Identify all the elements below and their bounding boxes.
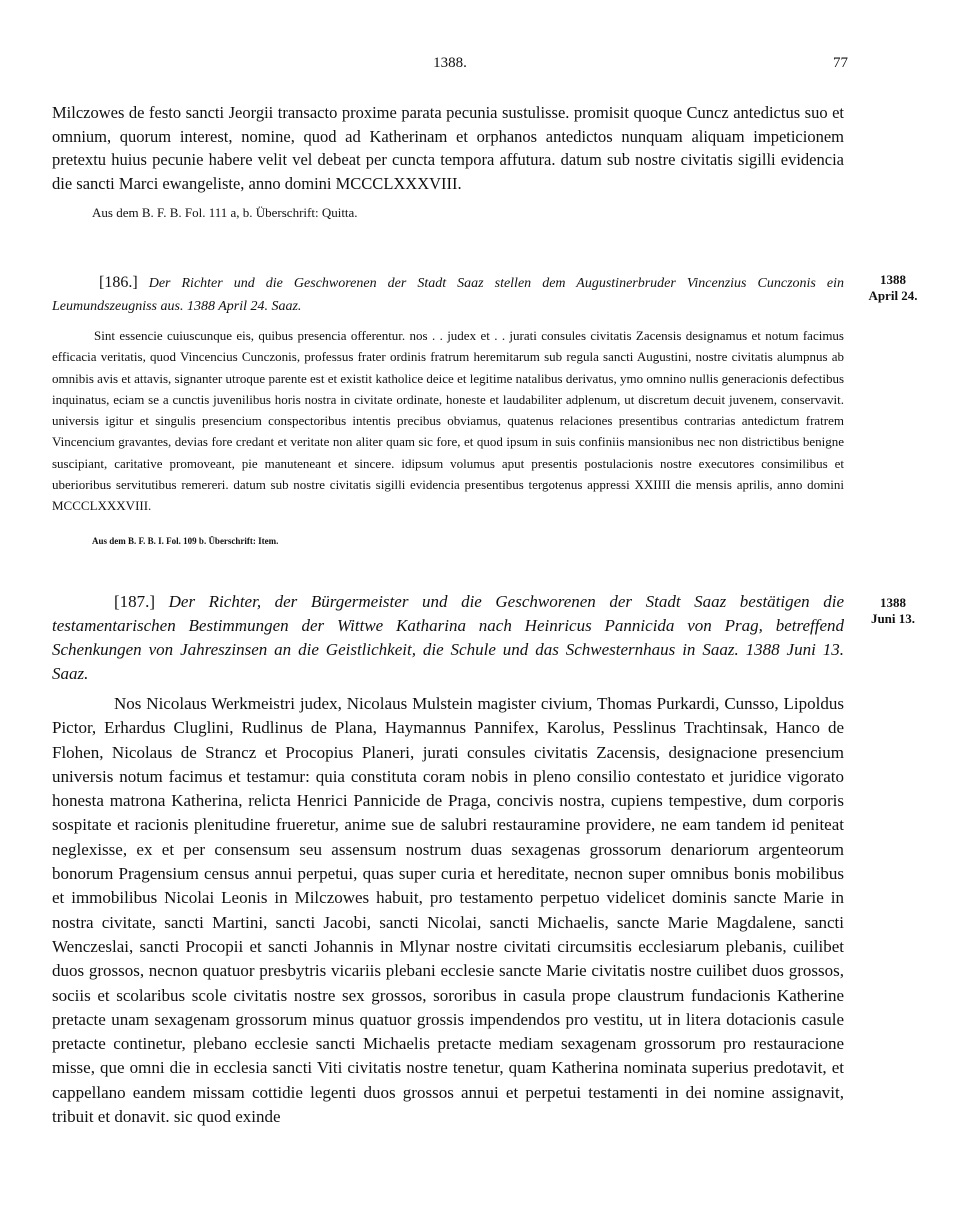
regest-187-summary: Der Richter, der Bürgermeister und die Geschworenen der Stadt Saaz bestätigen die testamentarischen Bestimmungen der Wittwe Katharina nach Heinricus Pannicida von Prag, betreffend Schenkungen von Jahreszinsen an die Geistlichkeit, die Schule und das Schwesternhaus in Saaz. 1388 Juni 13. Saaz. [52,592,844,683]
document-187-paragraph [52,692,844,1129]
source-note: Aus dem B. F. B. Fol. 111 a, b. Überschrift: Quitta. [92,205,358,221]
margin-day-187: Juni 13. [870,611,916,626]
continuation-section [52,101,844,225]
running-year: 1388. [433,55,467,71]
regest-187 [52,590,844,686]
regest-186-text [52,271,844,318]
document-187-text: Nos Nicolaus Werkmeistri judex, Nicolaus Mulstein magister civium, Thomas Purkardi, Cunsso, Lipoldus Pictor, Erhardus Cluglini, Rudlinus de Plana, Haymannus Pannifex, Karolus, Pesslinus Trachtinsak, Hanco de Flohen, Nicolaus de Strancz et Procopius Planeri, jurati consules civitatis Zacensis, designacione presencium universis notum facimus et testamur: quia constituta coram nobis in pleno consilio contestato et juridice vigorato honesta matrona Katherina, relicta Henrici Pannicide de Praga, concivis nostra, cupiens tempestive, dum corporis sospitate et racionis plenitudine frueretur, anime sue de salubri restauramine providere, ne eam tandem id peniteat neglexisse, ex et per consensum seu assensum nostrum duas sexagenas grossorum denariorum argenteorum bonorum Pragensium census annui perpetui, quas super curia et hereditate, necnon super omnibus bonis mobilibus et immobilibus Nicolai Leonis in Milczowes habuit, pro testamento perpetuo videlicet dominis sancte Marie in nostra civitate, sancti Martini, sancti Jacobi, sancti Nicolai, sancti Michaelis, sancte Marie Magdalene, sancti Wenczeslai, sancti Procopii et sancti Johannis in Mlynar nostre civitati circumsitis ecclesiarum plebanis, cuilibet duos grossos, necnon quatuor presbytris vicariis plebani ecclesie sancte Marie civitatis nostre cuilibet duos grossos, sociis et scolaribus scole civitatis nostre sex grossos, sororibus in casula prope claustrum fundacionis Katherine pretacte unam sexagenam grossorum minus quatuor grossis impendendos pro vestitu, ut in litera dotacionis casule pretacte continetur, plebano ecclesie sancti Michaelis pretacte mediam sexagenam grossorum pro restauracione misse, que omni die in ecclesia sancti Viti civitatis nostre tenetur, quam Katherina nominata superius predotavit, et cappellano eandem missam cottidie legenti duos grossos annui et perpetui testamenti in dei nomine assignavit, tribuit et donavit. sic quod exinde [52,694,844,1127]
margin-date-187 [858,595,928,627]
source-note-186: Aus dem B. F. B. I. Fol. 109 b. Überschrift: Item. [92,535,279,546]
page-number: 77 [833,55,848,71]
document-186-body [52,325,844,552]
margin-date-186 [858,272,928,304]
regest-187-text [52,590,844,686]
margin-year-186: 1388 [880,272,906,287]
document-186-paragraph [52,325,844,517]
margin-day-186: April 24. [868,288,918,303]
regest-186-summary: Der Richter und die Geschworenen der Stadt Saaz stellen dem Augustinerbruder Vincenzius Cunczonis ein Leumundszeugniss aus. 1388 April 24. Saaz. [52,276,845,314]
continuation-paragraph: Milczowes de festo sancti Jeorgii transacto proxime parata pecunia sustulisse. promisit quoque Cuncz antedictus suo et omnium, quorum interest, nomine, quod ad Katherinam et orphanos antedictos nunquam aliquam impeticionem pretextu huius pecunie habere velit vel debeat per cuncta tempora affutura. datum sub nostre civitatis sigilli evidencia die sancti Marci ewangeliste, anno domini MCCCLXXXVIII. [52,103,844,193]
document-number-186: [186.] [99,274,138,291]
document-number-187: [187.] [114,592,156,611]
document-186-text: Sint essencie cuiuscunque eis, quibus presencia offerentur. nos . . judex et . . jurati consules civitatis Zacensis designamus et notum facimus efficacia veritatis, quod Vincencius Cunczonis, professus frater ordinis fratrum heremitarum sub regula sancti Augustini, nostre civitatis alumpnus ab omnibis avis et attavis, signanter utroque parente est et existit katholice deice et legitime natalibus derivatus, ymo omnino nullis generacionis defectibus inquinatus, eciam se a cunctis juvenilibus horis nostra in civitate ordinate, honeste et laudabiliter adplenum, ut discretum decuit juvenem, conservavit. universis igitur et singulis presencium conspectoribus intentis precibus obviamus, quatenus relaciones presentibus contrarias antedictum fratrem Vincencium gravantes, devias fore credant et veritate non aliter quam sic fore, et quod ipsum in suis confiniis mansionibus nec non districtibus benigne suscipiant, caritative promoveant, pie manuteneant et sincere. idipsum volumus aput presentis postulacionis nostre executores consimilibus et uberioribus servitutibus remereri. datum sub nostre civitatis sigilli evidencia presentibus tergotenus appressi XXIIII die mensis aprilis, anno domini MCCCLXXXVIII. [52,328,844,514]
regest-186 [52,271,844,318]
margin-year-187: 1388 [880,595,906,610]
document-187-body [52,692,844,1129]
page-header [52,55,848,75]
